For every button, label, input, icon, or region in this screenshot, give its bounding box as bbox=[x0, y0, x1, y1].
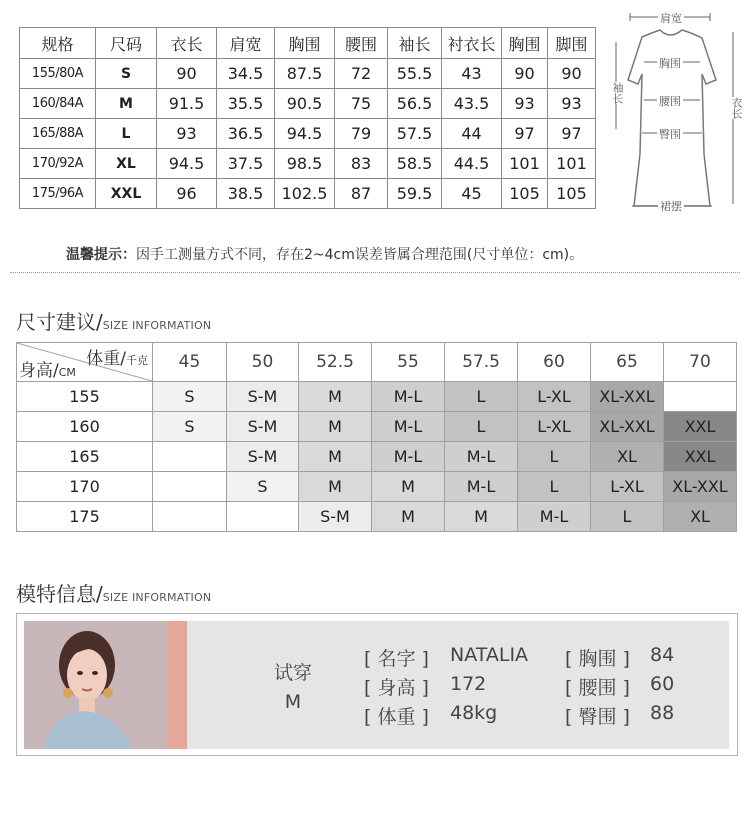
table-row bbox=[20, 179, 596, 209]
spec-cell: 155/80A bbox=[20, 59, 96, 89]
suggested-size-cell: M bbox=[299, 472, 372, 502]
model-bust: 84 bbox=[650, 644, 675, 666]
measure-cell: 96 bbox=[157, 179, 217, 209]
spec-cell: 175/96A bbox=[20, 179, 96, 209]
suggested-size-cell: M-L bbox=[445, 442, 518, 472]
suggested-size-cell: M bbox=[372, 502, 445, 532]
size-chart-body bbox=[20, 59, 596, 209]
table-row bbox=[17, 472, 737, 502]
garment-measure-diagram bbox=[602, 4, 747, 214]
suggested-size-cell: L bbox=[518, 442, 591, 472]
col-header: 腰围 bbox=[335, 28, 388, 59]
measure-cell: 44 bbox=[442, 119, 502, 149]
hem-label: 裙摆 bbox=[660, 200, 682, 213]
measure-cell: 101 bbox=[502, 149, 548, 179]
measure-cell: 83 bbox=[335, 149, 388, 179]
height-cell: 170 bbox=[17, 472, 153, 502]
suggested-size-cell: L-XL bbox=[518, 412, 591, 442]
suggested-size-cell: M-L bbox=[372, 442, 445, 472]
waist-label: 腰围 bbox=[659, 95, 681, 108]
size-suggestion-heading bbox=[16, 306, 211, 335]
measure-cell: 102.5 bbox=[275, 179, 335, 209]
suggested-size-cell: XL-XXL bbox=[591, 382, 664, 412]
size-chart-table bbox=[19, 27, 596, 209]
size-chart-header-row bbox=[20, 28, 596, 59]
col-header: 袖长 bbox=[388, 28, 442, 59]
try-on-label: 试穿 bbox=[274, 662, 313, 684]
col-header: 肩宽 bbox=[217, 28, 275, 59]
tip-label: 温馨提示： bbox=[66, 247, 136, 263]
height-cell: 165 bbox=[17, 442, 153, 472]
section-title: 尺寸建议/ bbox=[16, 310, 103, 334]
measure-cell: 94.5 bbox=[275, 119, 335, 149]
measure-cell: 43 bbox=[442, 59, 502, 89]
table-row bbox=[20, 89, 596, 119]
table-row bbox=[20, 59, 596, 89]
measure-cell: 58.5 bbox=[388, 149, 442, 179]
suggested-size-cell: XL bbox=[591, 442, 664, 472]
table-corner bbox=[17, 343, 153, 382]
measure-cell: 93 bbox=[548, 89, 596, 119]
model-height: 172 bbox=[450, 673, 487, 695]
suggested-size-cell: M bbox=[372, 472, 445, 502]
table-row bbox=[17, 412, 737, 442]
measure-cell: 79 bbox=[335, 119, 388, 149]
suggested-size-cell bbox=[153, 442, 227, 472]
suggested-size-cell: XXL bbox=[664, 442, 737, 472]
weight-header: 52.5 bbox=[299, 343, 372, 382]
spec-cell: 160/84A bbox=[20, 89, 96, 119]
measure-cell: 93 bbox=[157, 119, 217, 149]
height-cell: 160 bbox=[17, 412, 153, 442]
measure-cell: 93 bbox=[502, 89, 548, 119]
hip-label: [ 臀围 ] bbox=[565, 706, 630, 728]
table-row bbox=[20, 119, 596, 149]
weight-header: 65 bbox=[591, 343, 664, 382]
measure-cell: 34.5 bbox=[217, 59, 275, 89]
model-hip: 88 bbox=[650, 702, 675, 724]
size-cell: XL bbox=[96, 149, 157, 179]
table-row bbox=[20, 149, 596, 179]
suggested-size-cell: S-M bbox=[227, 442, 299, 472]
col-header: 脚围 bbox=[548, 28, 596, 59]
suggested-size-cell: XL-XXL bbox=[591, 412, 664, 442]
suggested-size-cell: M-L bbox=[372, 382, 445, 412]
table-row bbox=[17, 502, 737, 532]
size-cell: L bbox=[96, 119, 157, 149]
chest-label: 胸围 bbox=[659, 57, 681, 70]
suggested-size-cell: M-L bbox=[445, 472, 518, 502]
suggested-size-cell bbox=[227, 502, 299, 532]
spec-cell: 165/88A bbox=[20, 119, 96, 149]
size-cell: S bbox=[96, 59, 157, 89]
measure-cell: 75 bbox=[335, 89, 388, 119]
model-weight: 48kg bbox=[450, 702, 498, 724]
col-header: 衬衣长 bbox=[442, 28, 502, 59]
measure-cell: 45 bbox=[442, 179, 502, 209]
height-axis-label: 身高/CM bbox=[19, 361, 76, 381]
section-title: 模特信息/ bbox=[16, 582, 103, 606]
suggested-size-cell: M bbox=[299, 412, 372, 442]
weight-header: 70 bbox=[664, 343, 737, 382]
model-info-inner bbox=[24, 621, 729, 749]
col-header: 胸围 bbox=[502, 28, 548, 59]
suggested-size-cell: L bbox=[445, 382, 518, 412]
suggested-size-cell: XL bbox=[664, 502, 737, 532]
measure-cell: 87 bbox=[335, 179, 388, 209]
name-label: [ 名字 ] bbox=[364, 648, 429, 670]
model-info-panel bbox=[16, 613, 738, 756]
measure-cell: 97 bbox=[502, 119, 548, 149]
height-cell: 175 bbox=[17, 502, 153, 532]
measurement-tip bbox=[66, 244, 583, 264]
suggested-size-cell: M bbox=[299, 382, 372, 412]
measure-cell: 105 bbox=[502, 179, 548, 209]
suggested-size-cell: S-M bbox=[227, 382, 299, 412]
measure-cell: 57.5 bbox=[388, 119, 442, 149]
table-row bbox=[17, 382, 737, 412]
suggested-size-cell bbox=[664, 382, 737, 412]
measure-cell: 43.5 bbox=[442, 89, 502, 119]
spec-cell: 170/92A bbox=[20, 149, 96, 179]
measure-cell: 90 bbox=[502, 59, 548, 89]
bust-label: [ 胸围 ] bbox=[565, 648, 630, 670]
suggested-size-cell: L bbox=[591, 502, 664, 532]
weight-header: 45 bbox=[153, 343, 227, 382]
weight-header: 60 bbox=[518, 343, 591, 382]
measure-cell: 36.5 bbox=[217, 119, 275, 149]
suggested-size-cell: L-XL bbox=[518, 382, 591, 412]
measure-cell: 56.5 bbox=[388, 89, 442, 119]
size-suggestion-table bbox=[16, 342, 737, 532]
dotted-divider bbox=[10, 272, 740, 273]
measure-cell: 94.5 bbox=[157, 149, 217, 179]
weight-label: [ 体重 ] bbox=[364, 706, 429, 728]
suggested-size-cell bbox=[153, 472, 227, 502]
weight-header: 50 bbox=[227, 343, 299, 382]
tip-text: 因手工测量方式不同，存在2~4cm误差皆属合理范围(尺寸单位：cm)。 bbox=[136, 247, 584, 263]
shoulder-label: 肩宽 bbox=[660, 12, 682, 25]
col-header: 尺码 bbox=[96, 28, 157, 59]
col-header: 规格 bbox=[20, 28, 96, 59]
waist-label: [ 腰围 ] bbox=[565, 677, 630, 699]
suggested-size-cell: M bbox=[299, 442, 372, 472]
model-photo bbox=[24, 621, 187, 749]
suggestion-body bbox=[17, 382, 737, 532]
measure-cell: 38.5 bbox=[217, 179, 275, 209]
height-cell: 155 bbox=[17, 382, 153, 412]
table-row bbox=[17, 442, 737, 472]
suggested-size-cell: S bbox=[227, 472, 299, 502]
measure-cell: 101 bbox=[548, 149, 596, 179]
weight-header: 57.5 bbox=[445, 343, 518, 382]
suggested-size-cell: S-M bbox=[227, 412, 299, 442]
measure-cell: 90.5 bbox=[275, 89, 335, 119]
measure-cell: 35.5 bbox=[217, 89, 275, 119]
measure-cell: 90 bbox=[548, 59, 596, 89]
sleeve-label: 袖长 bbox=[607, 82, 627, 104]
suggested-size-cell: L bbox=[518, 472, 591, 502]
measure-cell: 37.5 bbox=[217, 149, 275, 179]
col-header: 胸围 bbox=[275, 28, 335, 59]
length-label: 衣长 bbox=[726, 97, 746, 119]
suggested-size-cell: M-L bbox=[372, 412, 445, 442]
measure-cell: 98.5 bbox=[275, 149, 335, 179]
measure-cell: 90 bbox=[157, 59, 217, 89]
measure-cell: 97 bbox=[548, 119, 596, 149]
suggested-size-cell: M-L bbox=[518, 502, 591, 532]
measure-cell: 72 bbox=[335, 59, 388, 89]
suggested-size-cell: L-XL bbox=[591, 472, 664, 502]
measure-cell: 105 bbox=[548, 179, 596, 209]
try-on-info bbox=[274, 659, 312, 717]
try-on-size: M bbox=[284, 691, 302, 713]
measure-cell: 91.5 bbox=[157, 89, 217, 119]
section-title-en: SIZE INFORMATION bbox=[102, 319, 212, 332]
measure-cell: 87.5 bbox=[275, 59, 335, 89]
model-waist: 60 bbox=[650, 673, 675, 695]
suggested-size-cell: M bbox=[445, 502, 518, 532]
suggested-size-cell: S bbox=[153, 412, 227, 442]
suggested-size-cell: XXL bbox=[664, 412, 737, 442]
model-name: NATALIA bbox=[450, 644, 529, 666]
suggested-size-cell: S bbox=[153, 382, 227, 412]
weight-axis-label: 体重/千克 bbox=[86, 349, 148, 369]
measure-cell: 55.5 bbox=[388, 59, 442, 89]
hip-label: 臀围 bbox=[659, 128, 681, 141]
measure-cell: 59.5 bbox=[388, 179, 442, 209]
size-cell: M bbox=[96, 89, 157, 119]
model-info-heading bbox=[16, 578, 211, 607]
suggested-size-cell bbox=[153, 502, 227, 532]
suggested-size-cell: XL-XXL bbox=[664, 472, 737, 502]
section-title-en: SIZE INFORMATION bbox=[102, 591, 212, 604]
height-label: [ 身高 ] bbox=[364, 677, 429, 699]
weight-header: 55 bbox=[372, 343, 445, 382]
suggested-size-cell: L bbox=[445, 412, 518, 442]
size-cell: XXL bbox=[96, 179, 157, 209]
measure-cell: 44.5 bbox=[442, 149, 502, 179]
suggested-size-cell: S-M bbox=[299, 502, 372, 532]
col-header: 衣长 bbox=[157, 28, 217, 59]
weight-header-row bbox=[17, 343, 737, 382]
